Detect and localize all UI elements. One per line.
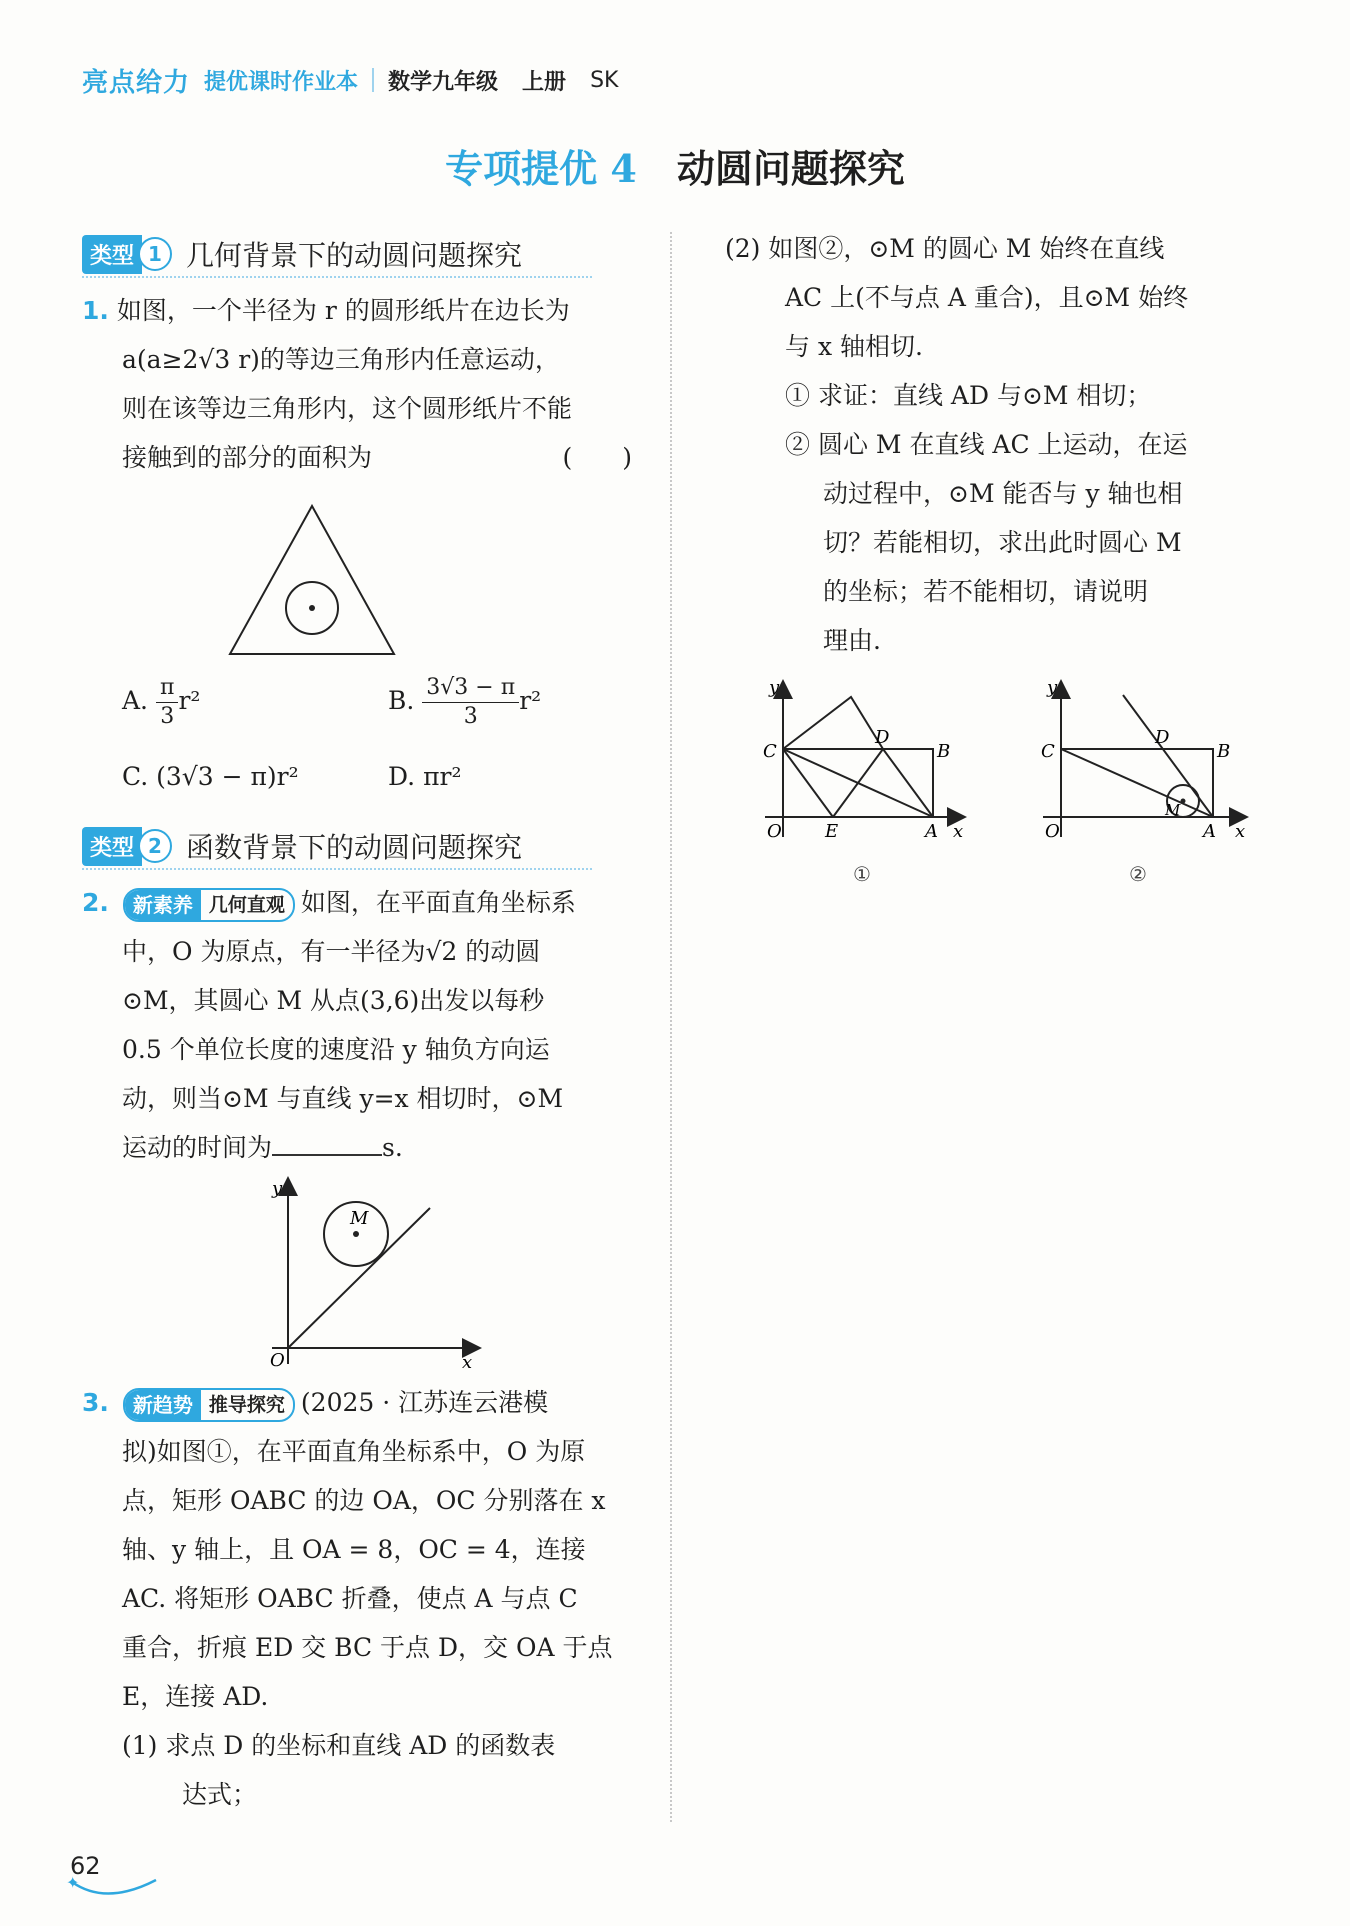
q3-line4: 轴、y 轴上，且 OA = 8，OC = 4，连接 (122, 1535, 586, 1564)
left-column (82, 232, 652, 1819)
brand-subtitle: 提优课时作业本 (204, 69, 359, 95)
fig1-label-d: D (875, 727, 890, 748)
question-number: 1. (82, 296, 109, 325)
q3-sub2-e: 理由. (823, 626, 881, 655)
label-x: x (462, 1352, 473, 1372)
title-prefix: 专项提优 4 (445, 146, 637, 191)
q2-line3: ⊙M，其圆心 M 从点(3,6)出发以每秒 (122, 986, 545, 1015)
fig2-label-x: x (1235, 821, 1246, 842)
badge-primary: 新趋势 (125, 1390, 201, 1420)
question-3-part-2 (725, 224, 1265, 665)
right-column (725, 224, 1265, 897)
q3-line6: 重合，折痕 ED 交 BC 于点 D，交 OA 于点 (122, 1633, 613, 1662)
header-volume: 上册 (522, 69, 567, 95)
section-title: 几何背景下的动圆问题探究 (186, 239, 523, 272)
header-subject: 数学九年级 (388, 69, 499, 95)
q3-sub1: ① 求证：直线 AD 与⊙M 相切； (785, 381, 1152, 410)
option-c[interactable] (122, 762, 299, 791)
q3-part1-a: (1) 求点 D 的坐标和直线 AD 的函数表 (122, 1731, 556, 1760)
fig1-label-c: C (763, 741, 777, 762)
option-a-label: A. (122, 686, 149, 715)
q2-unit: s. (382, 1133, 403, 1162)
q1-line4: 接触到的部分的面积为 (122, 443, 373, 472)
section-heading-1 (82, 232, 592, 278)
section-heading-2 (82, 824, 592, 870)
figure-1 (763, 677, 963, 886)
q2-line1: 如图，在平面直角坐标系 (300, 888, 576, 917)
q3-part2-a: (2) 如图②，⊙M 的圆心 M 始终在直线 (725, 234, 1165, 263)
fig1-label-a: A (925, 821, 938, 842)
section-tag: 类型 (82, 827, 142, 866)
fig1-folded-part (783, 697, 883, 749)
page-title (0, 138, 1350, 193)
q3-line5: AC. 将矩形 OABC 折叠，使点 A 与点 C (122, 1584, 578, 1613)
circle-center (309, 605, 315, 611)
label-origin: O (270, 1350, 285, 1371)
fig2-caption: ② (1129, 862, 1147, 886)
fig1-crease-ed (833, 749, 883, 817)
question-2 (82, 878, 652, 1172)
section-number: 1 (138, 237, 172, 271)
equilateral-triangle (230, 506, 394, 654)
fig1-label-b: B (937, 741, 951, 762)
fig2-label-b: B (1217, 741, 1231, 762)
frac-den: 3 (160, 704, 175, 729)
q3-line2: 拟)如图①，在平面直角坐标系中，O 为原 (122, 1437, 586, 1466)
fig2-label-c: C (1041, 741, 1055, 762)
q3-part2-c: 与 x 轴相切. (785, 332, 923, 361)
option-b-tail: r² (519, 686, 542, 715)
question-1 (82, 286, 652, 482)
q3-part1-b: 达式； (182, 1780, 258, 1809)
q2-figure (82, 1172, 652, 1372)
badge-secondary: 推导探究 (208, 1393, 285, 1416)
q1-options (82, 666, 652, 816)
frac-num: 3√3 − π (422, 674, 519, 703)
q3-line1: (2025 · 江苏连云港模 (300, 1388, 549, 1417)
label-m: M (350, 1208, 369, 1229)
triangle-figure (82, 486, 652, 666)
fig2-center-m (1181, 799, 1186, 804)
option-d-label: D. (388, 762, 416, 791)
option-b[interactable] (388, 674, 541, 731)
circle-center-m (353, 1231, 359, 1237)
fig1-label-o: O (767, 821, 782, 842)
q3-part2-b: AC 上(不与点 A 重合)，且⊙M 始终 (785, 283, 1189, 312)
option-c-label: C. (122, 762, 149, 791)
section-number: 2 (138, 829, 172, 863)
answer-blank[interactable] (272, 1128, 382, 1156)
fig1-caption: ① (853, 862, 871, 886)
section-title: 函数背景下的动圆问题探究 (186, 831, 523, 864)
option-a-fraction (156, 674, 178, 731)
fig2-label-a: A (1203, 821, 1216, 842)
q2-line4: 0.5 个单位长度的速度沿 y 轴负方向运 (122, 1035, 550, 1064)
q3-line3: 点，矩形 OABC 的边 OA，OC 分别落在 x (122, 1486, 606, 1515)
page-number: 62 (70, 1852, 101, 1880)
fig1-label-y: y (769, 677, 780, 698)
column-divider (670, 232, 672, 1822)
figure-2 (1041, 677, 1245, 886)
q2-line6: 运动的时间为 (122, 1133, 273, 1162)
header-divider (372, 68, 374, 92)
question-number: 3. (82, 1388, 109, 1417)
question-number: 2. (82, 888, 109, 917)
q2-line2: 中，O 为原点，有一半径为√2 的动圆 (122, 937, 541, 966)
fig1-label-x: x (953, 821, 964, 842)
section-tag: 类型 (82, 235, 142, 274)
fig2-label-o: O (1045, 821, 1060, 842)
star-icon: ✦ (66, 1873, 80, 1892)
q3-sub2-d: 的坐标；若不能相切，请说明 (823, 577, 1149, 606)
page-number-arc (66, 1868, 166, 1908)
q1-line2: a(a≥2√3 r)的等边三角形内任意运动， (122, 345, 560, 374)
badge-primary: 新素养 (125, 890, 201, 920)
q2-line5: 动，则当⊙M 与直线 y=x 相切时，⊙M (122, 1084, 564, 1113)
option-a[interactable] (122, 674, 200, 731)
fig2-label-m: M (1165, 801, 1181, 819)
option-a-tail: r² (178, 686, 201, 715)
q1-line1: 如图，一个半径为 r 的圆形纸片在边长为 (116, 296, 570, 325)
q3-sub2-b: 动过程中，⊙M 能否与 y 轴也相 (823, 479, 1183, 508)
fig1-segment-ce (783, 749, 833, 817)
answer-paren: ( ) (562, 443, 632, 472)
line-y-equals-x (288, 1208, 430, 1348)
q3-line7: E，连接 AD. (122, 1682, 269, 1711)
q3-figures (725, 677, 1265, 897)
question-3 (82, 1378, 652, 1819)
q3-sub2-c: 切？若能相切，求出此时圆心 M (823, 528, 1182, 557)
q1-line3: 则在该等边三角形内，这个圆形纸片不能 (122, 394, 573, 423)
new-literacy-badge (123, 888, 295, 922)
fig2-label-d: D (1155, 727, 1170, 748)
fig1-segment-ad (883, 749, 933, 817)
option-b-fraction (422, 674, 519, 731)
header (82, 58, 618, 102)
label-y: y (272, 1178, 283, 1199)
title-main: 动圆问题探究 (676, 146, 905, 191)
option-d-text: πr² (423, 762, 462, 791)
fig1-label-e: E (825, 821, 839, 842)
badge-secondary: 几何直观 (208, 893, 285, 916)
frac-den: 3 (463, 704, 478, 729)
header-edition: SK (590, 67, 619, 93)
q3-sub2-a: ② 圆心 M 在直线 AC 上运动，在运 (785, 430, 1188, 459)
option-d[interactable] (388, 762, 461, 791)
fig2-label-y: y (1047, 677, 1058, 698)
fig2-diagonal-ac (1061, 749, 1213, 817)
option-c-text: (3√3 − π)r² (156, 762, 299, 791)
option-b-label: B. (388, 686, 415, 715)
new-trend-badge (123, 1388, 295, 1422)
brand-logo: 亮点给力 (82, 67, 191, 98)
frac-num: π (156, 674, 178, 703)
